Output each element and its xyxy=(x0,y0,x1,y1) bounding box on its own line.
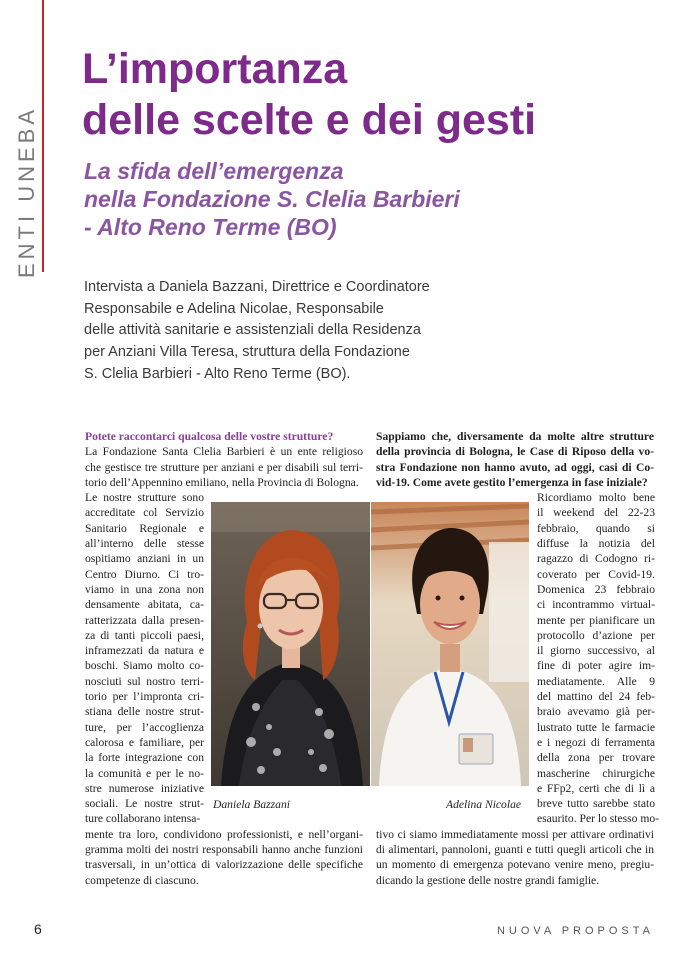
title-line-2: delle scelte e dei gesti xyxy=(82,96,537,144)
left-line: La Fondazione Santa Clelia Barbieri è un ente religioso xyxy=(85,445,363,459)
left-column-narrow xyxy=(85,490,204,827)
text-line: tivo ci siamo immediatamente mossi per attivare ordinativi xyxy=(376,827,654,841)
text-line: all’interno delle stesse xyxy=(85,537,204,551)
text-line: mente per pianificare un xyxy=(537,613,655,627)
text-line: stre numerose iniziative xyxy=(85,781,204,795)
text-line: ratterizzata dalla presen- xyxy=(85,613,204,627)
text-line: viamo in una zona non xyxy=(85,582,204,596)
text-line: fine di poter agire im- xyxy=(537,659,655,673)
text-line: Centro Diurno. Ci tro- xyxy=(85,567,204,581)
text-line: un momento di emergenza potevano venire meno, pregiu- xyxy=(376,858,654,872)
text-line: il giorno successivo, al xyxy=(537,644,655,658)
intro-line: Intervista a Daniela Bazzani, Direttrice e Coordinatore xyxy=(84,279,430,295)
text-line: e i negozi di ferramenta xyxy=(537,735,655,749)
text-line: della provincia di Bologna, le Case di Riposo della vo- xyxy=(376,445,654,459)
intro-line: Responsabile e Adelina Nicolae, Responsabile xyxy=(84,300,384,317)
text-line: lustrato tutte le farmacie xyxy=(537,720,655,734)
text-line: ci incontrammo virtual- xyxy=(537,598,655,612)
right-column-bottom xyxy=(376,827,654,888)
text-line: torio per l’impronta cri- xyxy=(85,690,204,704)
title-line-1: L’importanza xyxy=(82,45,348,93)
text-line: Sanitario Regionale e xyxy=(85,521,204,535)
text-line: di alimentari, pannoloni, guanti e tutti quegli articoli che in xyxy=(376,843,654,857)
text-line: ture collaborano intensa- xyxy=(85,812,201,826)
right-question xyxy=(376,429,654,490)
text-line: mediatamente. Alle 9 xyxy=(537,674,655,688)
text-line: accreditate col Servizio xyxy=(85,506,204,520)
text-line: boschi. Siamo molto co- xyxy=(85,659,204,673)
left-question: Potete raccontarci qualcosa delle vostre strutture? xyxy=(85,430,334,443)
text-line: stiana delle nostre strut- xyxy=(85,705,204,719)
subtitle-line-3: - Alto Reno Terme (BO) xyxy=(84,214,337,240)
intro-line: S. Clelia Barbieri - Alto Reno Terme (BO). xyxy=(84,365,351,382)
left-line: che gestisce tre strutture per anziani e per disabili sul terri- xyxy=(85,460,363,474)
text-line: densamente abitata, ca- xyxy=(85,598,204,612)
text-line: trasversali, in un’ottica di valorizzazione delle specifiche xyxy=(85,858,363,872)
photo-daniela-bazzani xyxy=(211,502,370,786)
text-line: della zona per trovare xyxy=(537,751,655,765)
text-line: za di tanti piccoli paesi, xyxy=(85,628,204,642)
intro-line: per Anziani Villa Teresa, struttura della Fondazione xyxy=(84,344,410,361)
text-line: e FFp2, certi che di lì a xyxy=(537,781,655,795)
text-line: Domenica 23 febbraio xyxy=(537,582,655,596)
left-column-bottom xyxy=(85,827,363,888)
text-line: esaurito. Per lo stesso mo- xyxy=(537,812,660,826)
left-line: torio dell’Appennino emiliano, nella Provincia di Bologna. xyxy=(85,475,359,489)
text-line: Ricordiamo molto bene xyxy=(537,491,655,505)
caption-right: Adelina Nicolae xyxy=(446,798,522,811)
photo-adelina-nicolae xyxy=(371,502,529,786)
text-line: febbraio, quando si xyxy=(537,521,655,535)
text-line: competenze di ciascuno. xyxy=(85,873,199,887)
text-line: la forte integrazione con xyxy=(85,751,204,765)
text-line: breve tutto sarebbe stato xyxy=(537,797,655,811)
text-line: diffuse la notizia del xyxy=(537,537,655,551)
subtitle-line-2: nella Fondazione S. Clelia Barbieri xyxy=(84,186,460,212)
text-line: vid-19. Come avete gestito l’emergenza in fase iniziale? xyxy=(376,475,648,489)
text-line: inframezzati da natura e xyxy=(85,644,204,658)
text-line: gramma molti dei nostri responsabili hanno anche funzioni xyxy=(85,843,363,857)
text-line: stra Fondazione non hanno avuto, ad oggi, casi di Co- xyxy=(376,460,654,474)
left-column-top xyxy=(85,429,363,490)
intro-line: delle attività sanitarie e assistenziali della Residenza xyxy=(84,322,421,339)
section-label: ENTI UNEBA xyxy=(14,105,39,278)
caption-left: Daniela Bazzani xyxy=(213,798,290,811)
text-line: del mattino del 24 feb- xyxy=(537,690,655,704)
right-column-narrow xyxy=(537,490,660,827)
text-line: ture, per l’accoglienza xyxy=(85,720,204,734)
magazine-name: NUOVA PROPOSTA xyxy=(496,925,654,937)
text-line: protocollo d’azione per xyxy=(537,628,655,642)
text-line: la comunità e per le no- xyxy=(85,766,204,780)
text-line: mente tra loro, condividono professionisti, e nell’organi- xyxy=(85,827,363,841)
text-line: Le nostre strutture sono xyxy=(85,491,204,505)
text-line: braio avevamo già per- xyxy=(537,705,655,719)
text-line: ospitiamo anziani in un xyxy=(85,552,204,566)
subtitle-line-1: La sfida dell’emergenza xyxy=(84,158,344,184)
text-line: calorosa e familiare, per xyxy=(85,735,204,749)
text-line: dicando la gestione delle nostre grandi famiglie. xyxy=(376,873,600,887)
text-line: nosciuti sul nostro terri- xyxy=(85,674,204,688)
page-number: 6 xyxy=(34,921,42,937)
text-line: mascherine chirurgiche xyxy=(537,766,655,780)
text-line: ragazzo di Codogno ri- xyxy=(537,552,655,566)
intro-paragraph xyxy=(84,277,564,386)
article-title xyxy=(82,44,682,146)
text-line: Sappiamo che, diversamente da molte altre strutture xyxy=(376,430,654,443)
article-subtitle xyxy=(84,157,684,241)
text-line: coverato per Covid-19. xyxy=(537,567,655,581)
text-line: sociali. Le nostre strut- xyxy=(85,797,204,811)
side-rule xyxy=(42,0,44,272)
text-line: il weekend del 22-23 xyxy=(537,506,655,520)
